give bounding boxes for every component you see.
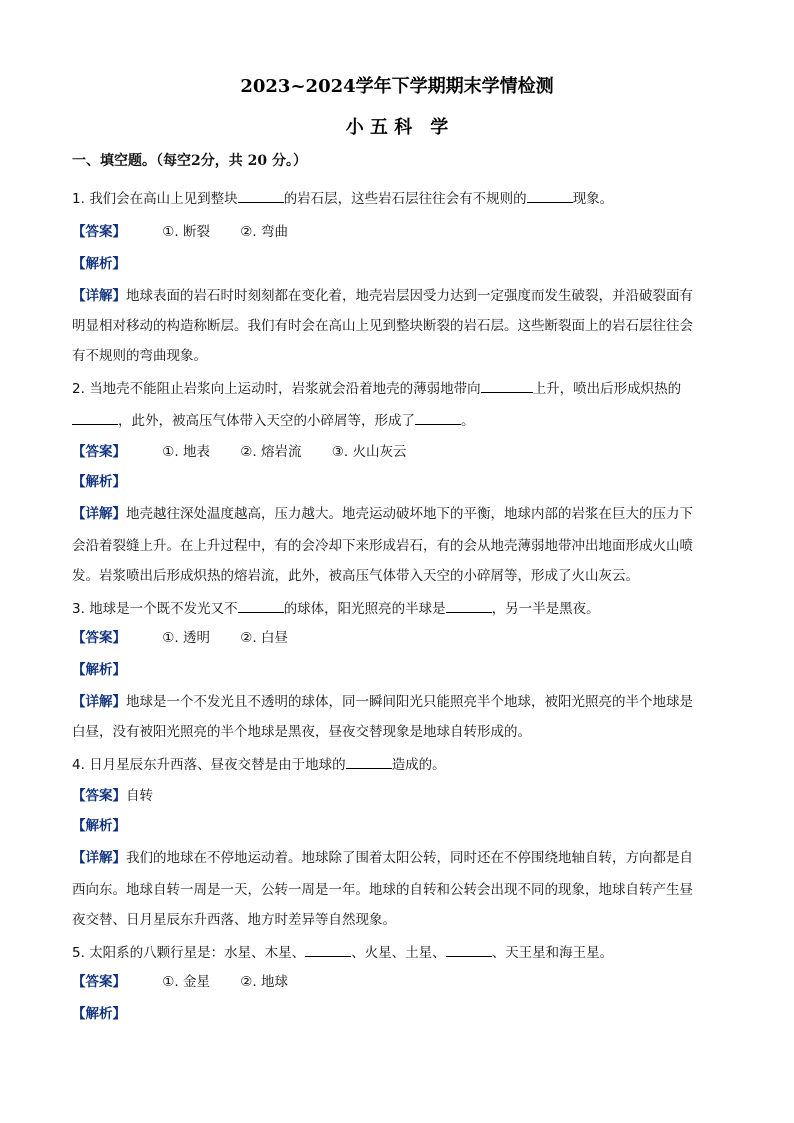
answer-label: 【答案】: [72, 444, 126, 460]
question-2: 2. 当地壳不能阻止岩浆向上运动时，岩浆就会沿着地壳的薄弱地带向 上升，喷出后形成炽热的: [72, 378, 732, 399]
exam-title: 2023~2024学年下学期期末学情检测: [240, 76, 554, 97]
detail-3-line-1: 【详解】地球是一个不发光且不透明的球体，同一瞬间阳光只能照亮半个地球，被阳光照亮的半个地球是: [72, 694, 693, 710]
answer-item: ③. 火山灰云: [331, 444, 407, 460]
detail-label: 【详解】: [72, 694, 126, 710]
answer-blank: [305, 942, 351, 957]
answer-item: ②. 熔岩流: [240, 444, 302, 460]
answer-line-3: [72, 628, 732, 648]
answer-label: 【答案】: [72, 630, 126, 646]
answer-blank: [415, 410, 461, 425]
answer-blank: [527, 188, 573, 203]
detail-4-line-3: 夜交替、日月星辰东升西落、地方时差异等自然现象。: [72, 912, 396, 928]
detail-label: 【详解】: [72, 506, 126, 522]
detail-4-line-2: 西向东。地球自转一周是一天，公转一周是一年。地球的自转和公转会出现不同的现象，地球自转产生昼: [72, 882, 693, 898]
answer-blank: [238, 188, 284, 203]
question-1: 1. 我们会在高山上见到整块 的岩石层，这些岩石层往往会有不规则的 现象。: [72, 188, 732, 209]
question-number: 1.: [72, 191, 85, 207]
detail-label: 【详解】: [72, 850, 126, 866]
question-number: 5.: [72, 945, 85, 961]
answer-item: ②. 地球: [240, 974, 288, 990]
answer-line-2: [72, 442, 732, 462]
question-number: 3.: [72, 601, 85, 617]
answer-label: 【答案】: [72, 974, 126, 990]
detail-1-line-2: 明显相对移动的构造称断层。我们有时会在高山上见到整块断裂的岩石层。这些断裂面上的岩石层往往会: [72, 318, 693, 334]
answer-item: 自转: [126, 788, 153, 804]
answer-blank: [446, 598, 492, 613]
analysis-label-1: 【解析】: [72, 256, 126, 272]
question-number: 2.: [72, 381, 85, 397]
answer-item: ①. 金星: [162, 974, 210, 990]
answer-blank: [481, 378, 533, 393]
question-4: 4. 日月星辰东升西落、昼夜交替是由于地球的 造成的。: [72, 754, 732, 775]
detail-2-line-1: 【详解】地壳越往深处温度越高，压力越大。地壳运动破坏地下的平衡，地球内部的岩浆在巨大的压力下: [72, 506, 693, 522]
answer-blank: [346, 754, 392, 769]
answer-item: ②. 白昼: [240, 630, 288, 646]
analysis-label-3: 【解析】: [72, 662, 126, 678]
question-2-cont: ，此外，被高压气体带入天空的小碎屑等，形成了 。: [72, 410, 732, 431]
answer-line-4: [72, 786, 732, 806]
answer-item: ①. 透明: [162, 630, 210, 646]
answer-blank: [446, 942, 492, 957]
answer-item: ①. 断裂: [162, 224, 210, 240]
detail-2-line-3: 发。岩浆喷出后形成炽热的熔岩流，此外，被高压气体带入天空的小碎屑等，形成了火山灰云。: [72, 568, 639, 584]
answer-item: ①. 地表: [162, 444, 210, 460]
analysis-label-2: 【解析】: [72, 474, 126, 490]
answer-blank: [72, 410, 118, 425]
answer-line-5: [72, 972, 732, 992]
exam-subtitle: 小 五 科 学: [345, 117, 449, 138]
detail-4-line-1: 【详解】我们的地球在不停地运动着。地球除了围着太阳公转，同时还在不停围绕地轴自转，方向都是自: [72, 850, 693, 866]
question-3: 3. 地球是一个既不发光又不 的球体，阳光照亮的半球是 ，另一半是黑夜。: [72, 598, 732, 619]
section-heading: 一、填空题。（每空2分，共 20 分。）: [72, 153, 307, 169]
detail-2-line-2: 会沿着裂缝上升。在上升过程中，有的会冷却下来形成岩石，有的会从地壳薄弱地带冲出地面形成火山喷: [72, 538, 693, 554]
detail-1-line-3: 有不规则的弯曲现象。: [72, 348, 207, 364]
answer-blank: [238, 598, 284, 613]
analysis-label-4: 【解析】: [72, 818, 126, 834]
question-number: 4.: [72, 757, 85, 773]
answer-item: ②. 弯曲: [240, 224, 288, 240]
answer-label: 【答案】: [72, 788, 126, 804]
question-5: 5. 太阳系的八颗行星是：水星、木星、 、火星、土星、 、天王星和海王星。: [72, 942, 732, 963]
answer-label: 【答案】: [72, 224, 126, 240]
detail-1-line-1: 【详解】地球表面的岩石时时刻刻都在变化着，地壳岩层因受力达到一定强度而发生破裂，并沿破裂面有: [72, 288, 693, 304]
detail-label: 【详解】: [72, 288, 126, 304]
analysis-label-5: 【解析】: [72, 1006, 126, 1022]
detail-3-line-2: 白昼，没有被阳光照亮的半个地球是黑夜，昼夜交替现象是地球自转形成的。: [72, 724, 531, 740]
answer-line-1: [72, 222, 732, 242]
